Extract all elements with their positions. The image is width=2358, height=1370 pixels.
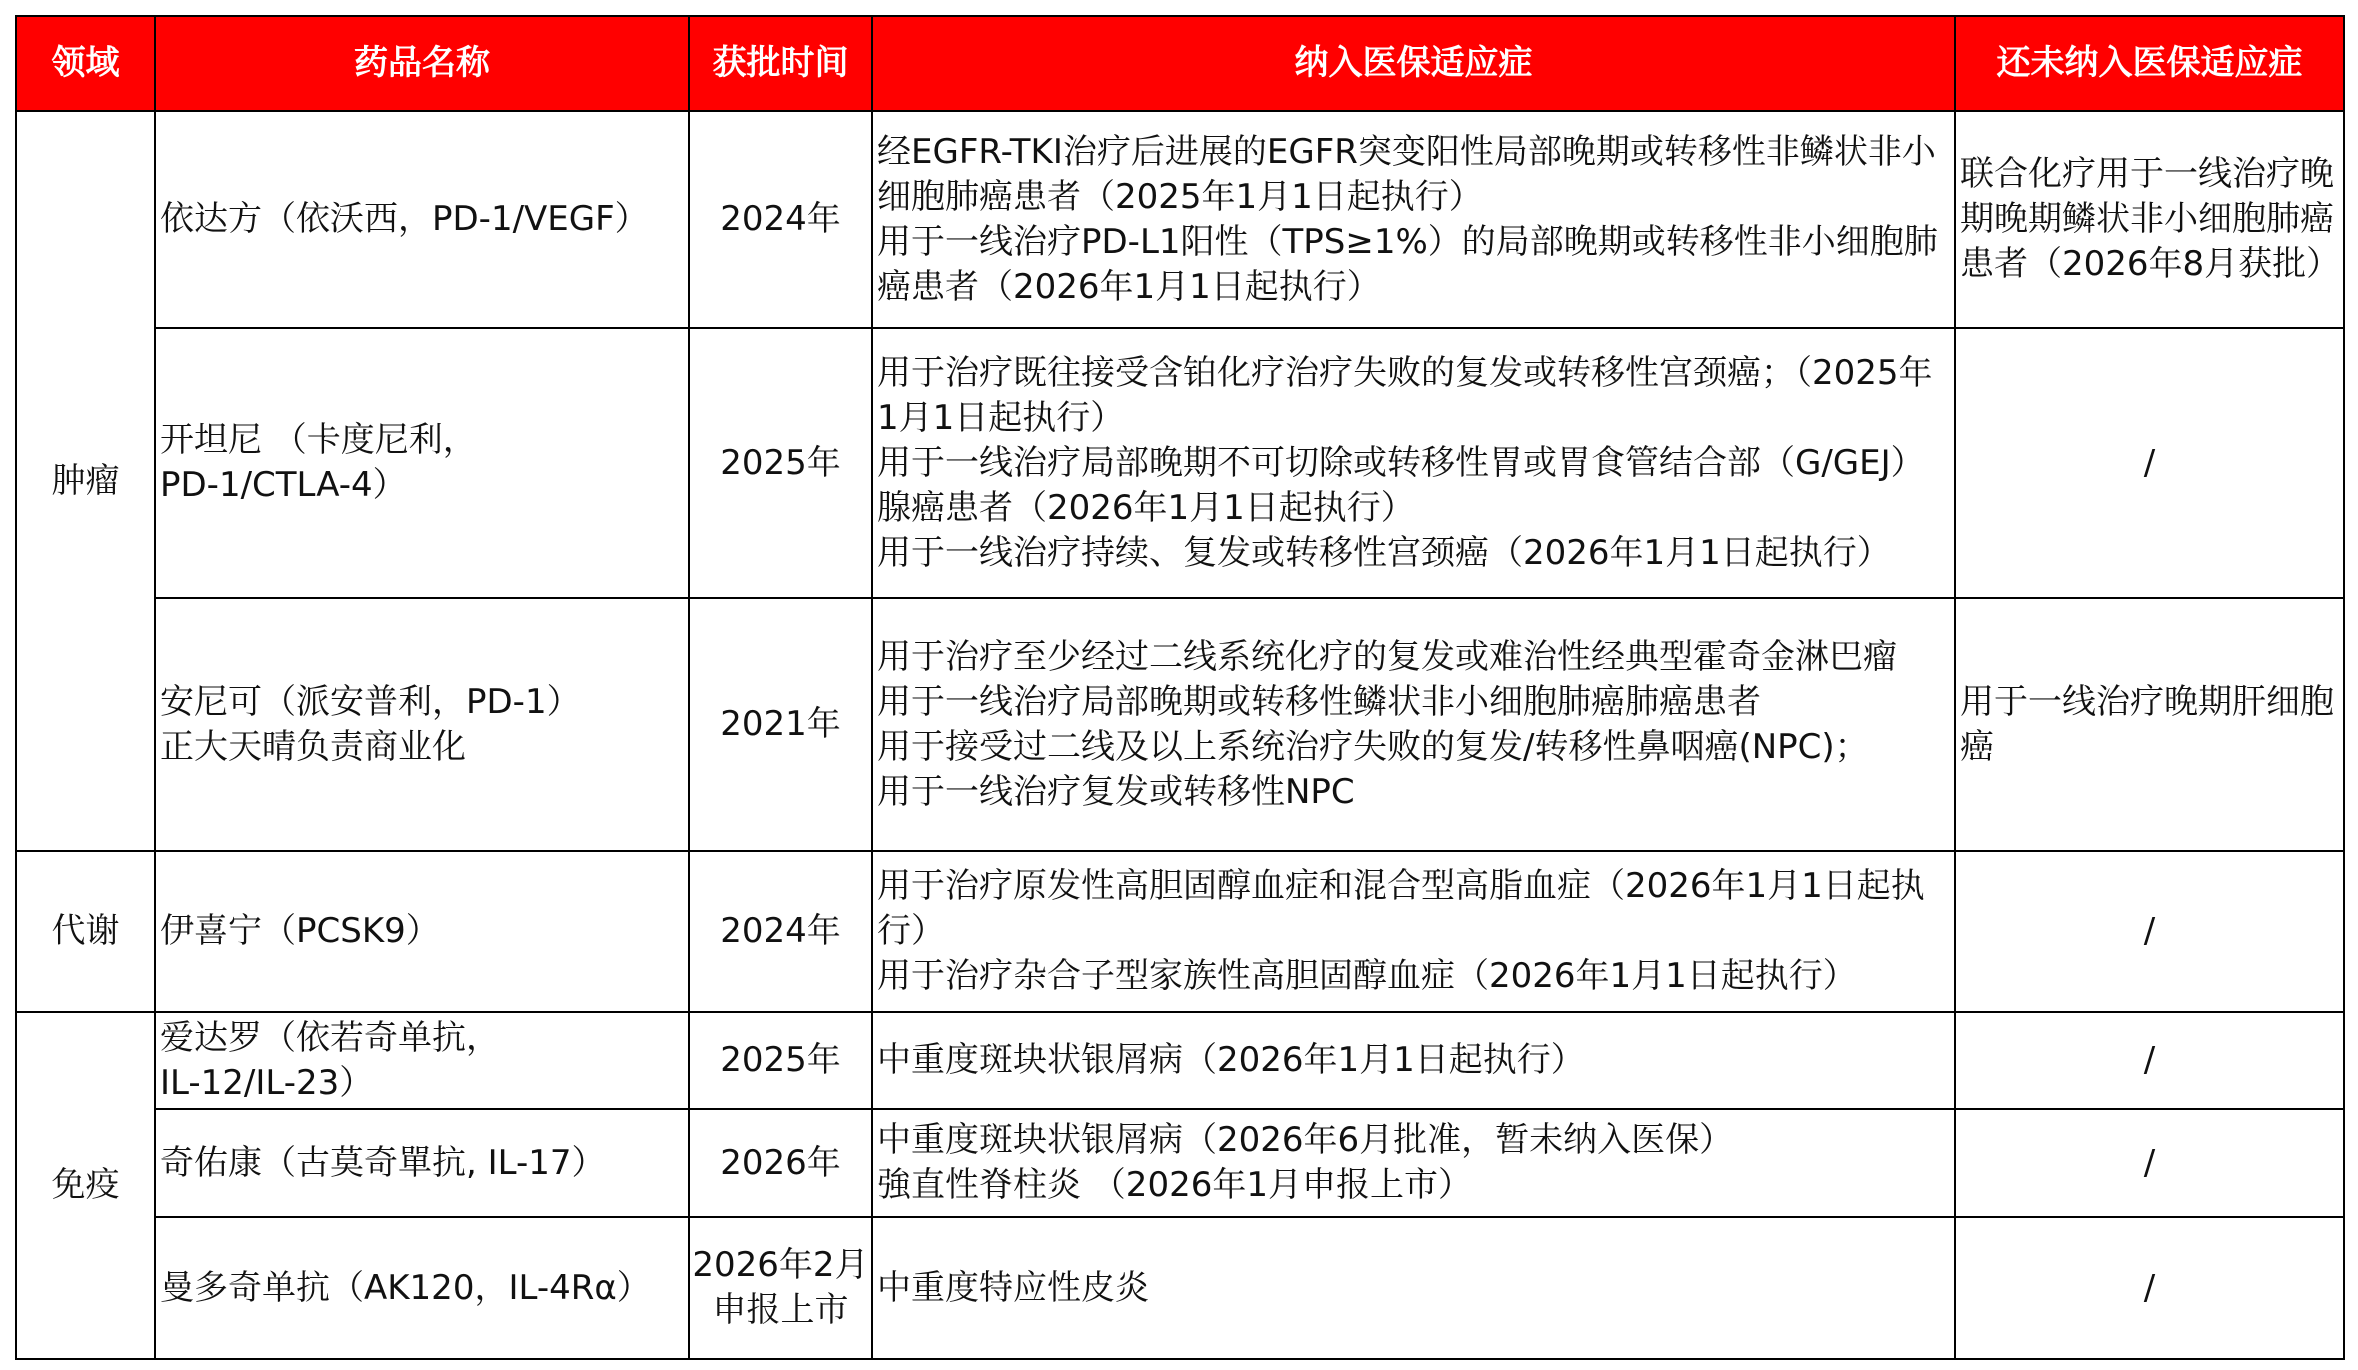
indication-line: 用于一线治疗局部晚期或转移性鳞状非小细胞肺癌肺癌患者 xyxy=(877,681,1761,722)
indication-line: 经EGFR-TKI治疗后进展的EGFR突变阳性局部晚期或转移性非鳞状非小细胞肺癌患者（2025年1月1日起执行） xyxy=(877,131,1936,217)
drug-name-line: 奇佑康（古莫奇單抗, IL-17） xyxy=(160,1142,606,1183)
header-row xyxy=(16,16,2344,111)
header-domain: 领域 xyxy=(16,16,155,111)
approval-time-cell: 2026年2月申报上市 xyxy=(689,1217,872,1359)
indication-line: 中重度斑块状银屑病（2026年1月1日起执行） xyxy=(877,1040,1585,1080)
table-row xyxy=(16,1109,2344,1217)
not-covered-indications-cell: / xyxy=(1955,1217,2344,1359)
header-covered-indications: 纳入医保适应症 xyxy=(872,16,1955,111)
covered-indications-cell xyxy=(872,598,1955,851)
not-covered-indications-cell: 用于一线治疗晚期肝细胞癌 xyxy=(1955,598,2344,851)
drug-name-cell xyxy=(155,1217,689,1359)
drug-name-cell xyxy=(155,328,689,598)
drug-name-cell xyxy=(155,111,689,328)
table-row xyxy=(16,111,2344,328)
drug-name-line: 正大天晴负责商业化 xyxy=(160,726,466,767)
indication-line: 用于接受过二线及以上系统治疗失败的复发/转移性鼻咽癌(NPC)； xyxy=(877,726,1869,767)
indication-line: 用于一线治疗局部晚期不可切除或转移性胃或胃食管结合部（G/GEJ）腺癌患者（2026年1月1日起执行） xyxy=(877,442,1925,528)
domain-cell-metabolism: 代谢 xyxy=(16,851,155,1012)
covered-indications-cell xyxy=(872,851,1955,1012)
drug-name-cell xyxy=(155,1109,689,1217)
covered-indications-cell xyxy=(872,328,1955,598)
header-approval-time: 获批时间 xyxy=(689,16,872,111)
indication-line: 用于治疗至少经过二线系统化疗的复发或难治性经典型霍奇金淋巴瘤 xyxy=(877,636,1897,677)
drug-name-line: 依达方（依沃西，PD-1/VEGF） xyxy=(160,199,649,239)
covered-indications-cell xyxy=(872,1217,1955,1359)
header-drug-name: 药品名称 xyxy=(155,16,689,111)
indication-line: 中重度斑块状银屑病（2026年6月批准，暂未纳入医保） xyxy=(877,1120,1734,1160)
indication-line: 用于治疗原发性高胆固醇血症和混合型高脂血症（2026年1月1日起执行） xyxy=(877,866,1925,951)
not-covered-indications-cell: 联合化疗用于一线治疗晚期晚期鳞状非小细胞肺癌患者（2026年8月获批） xyxy=(1955,111,2344,328)
drug-name-cell xyxy=(155,598,689,851)
not-covered-indications-cell: / xyxy=(1955,328,2344,598)
domain-cell-immunology: 免疫 xyxy=(16,1012,155,1359)
header-not-covered-indications: 还未纳入医保适应症 xyxy=(1955,16,2344,111)
drug-name-cell xyxy=(155,1012,689,1109)
covered-indications-cell xyxy=(872,1012,1955,1109)
table-row xyxy=(16,851,2344,1012)
not-covered-indications-cell: / xyxy=(1955,1109,2344,1217)
approval-time-cell: 2024年 xyxy=(689,851,872,1012)
table-row xyxy=(16,598,2344,851)
not-covered-indications-cell: / xyxy=(1955,851,2344,1012)
indication-line: 用于一线治疗持续、复发或转移性宫颈癌（2026年1月1日起执行） xyxy=(877,532,1891,573)
indication-line: 用于治疗杂合子型家族性高胆固醇血症（2026年1月1日起执行） xyxy=(877,956,1857,996)
indication-line: 用于治疗既往接受含铂化疗治疗失败的复发或转移性宫颈癌；（2025年1月1日起执行） xyxy=(877,352,1933,438)
approval-time-cell: 2021年 xyxy=(689,598,872,851)
indication-line: 中重度特应性皮炎 xyxy=(877,1267,1149,1308)
drug-name-line: 曼多奇单抗（AK120，IL-4Rα） xyxy=(160,1267,651,1308)
indication-line: 用于一线治疗PD-L1阳性（TPS≥1%）的局部晚期或转移性非小细胞肺癌患者（2026年1月1日起执行） xyxy=(877,221,1938,307)
table-row xyxy=(16,1217,2344,1359)
drug-name-line: PD-1/CTLA-4） xyxy=(160,465,407,505)
indication-line: 強直性脊柱炎 （2026年1月申报上市） xyxy=(877,1165,1472,1205)
covered-indications-cell xyxy=(872,111,1955,328)
not-covered-indications-cell: / xyxy=(1955,1012,2344,1109)
approval-time-cell: 2024年 xyxy=(689,111,872,328)
table-row xyxy=(16,1012,2344,1109)
indication-line: 用于一线治疗复发或转移性NPC xyxy=(877,771,1355,812)
covered-indications-cell xyxy=(872,1109,1955,1217)
drug-name-line: 爱达罗（依若奇单抗， xyxy=(160,1017,500,1058)
approval-time-cell: 2025年 xyxy=(689,1012,872,1109)
drug-name-cell xyxy=(155,851,689,1012)
approval-time-cell: 2025年 xyxy=(689,328,872,598)
drug-name-line: 安尼可（派安普利，PD-1） xyxy=(160,681,581,722)
domain-cell-oncology: 肿瘤 xyxy=(16,111,155,851)
drug-name-line: IL-12/IL-23） xyxy=(160,1062,374,1103)
approval-time-cell: 2026年 xyxy=(689,1109,872,1217)
table-row xyxy=(16,328,2344,598)
drug-coverage-table xyxy=(15,15,2345,1360)
drug-name-line: 开坦尼 （卡度尼利， xyxy=(160,420,477,460)
drug-name-line: 伊喜宁（PCSK9） xyxy=(160,911,440,951)
